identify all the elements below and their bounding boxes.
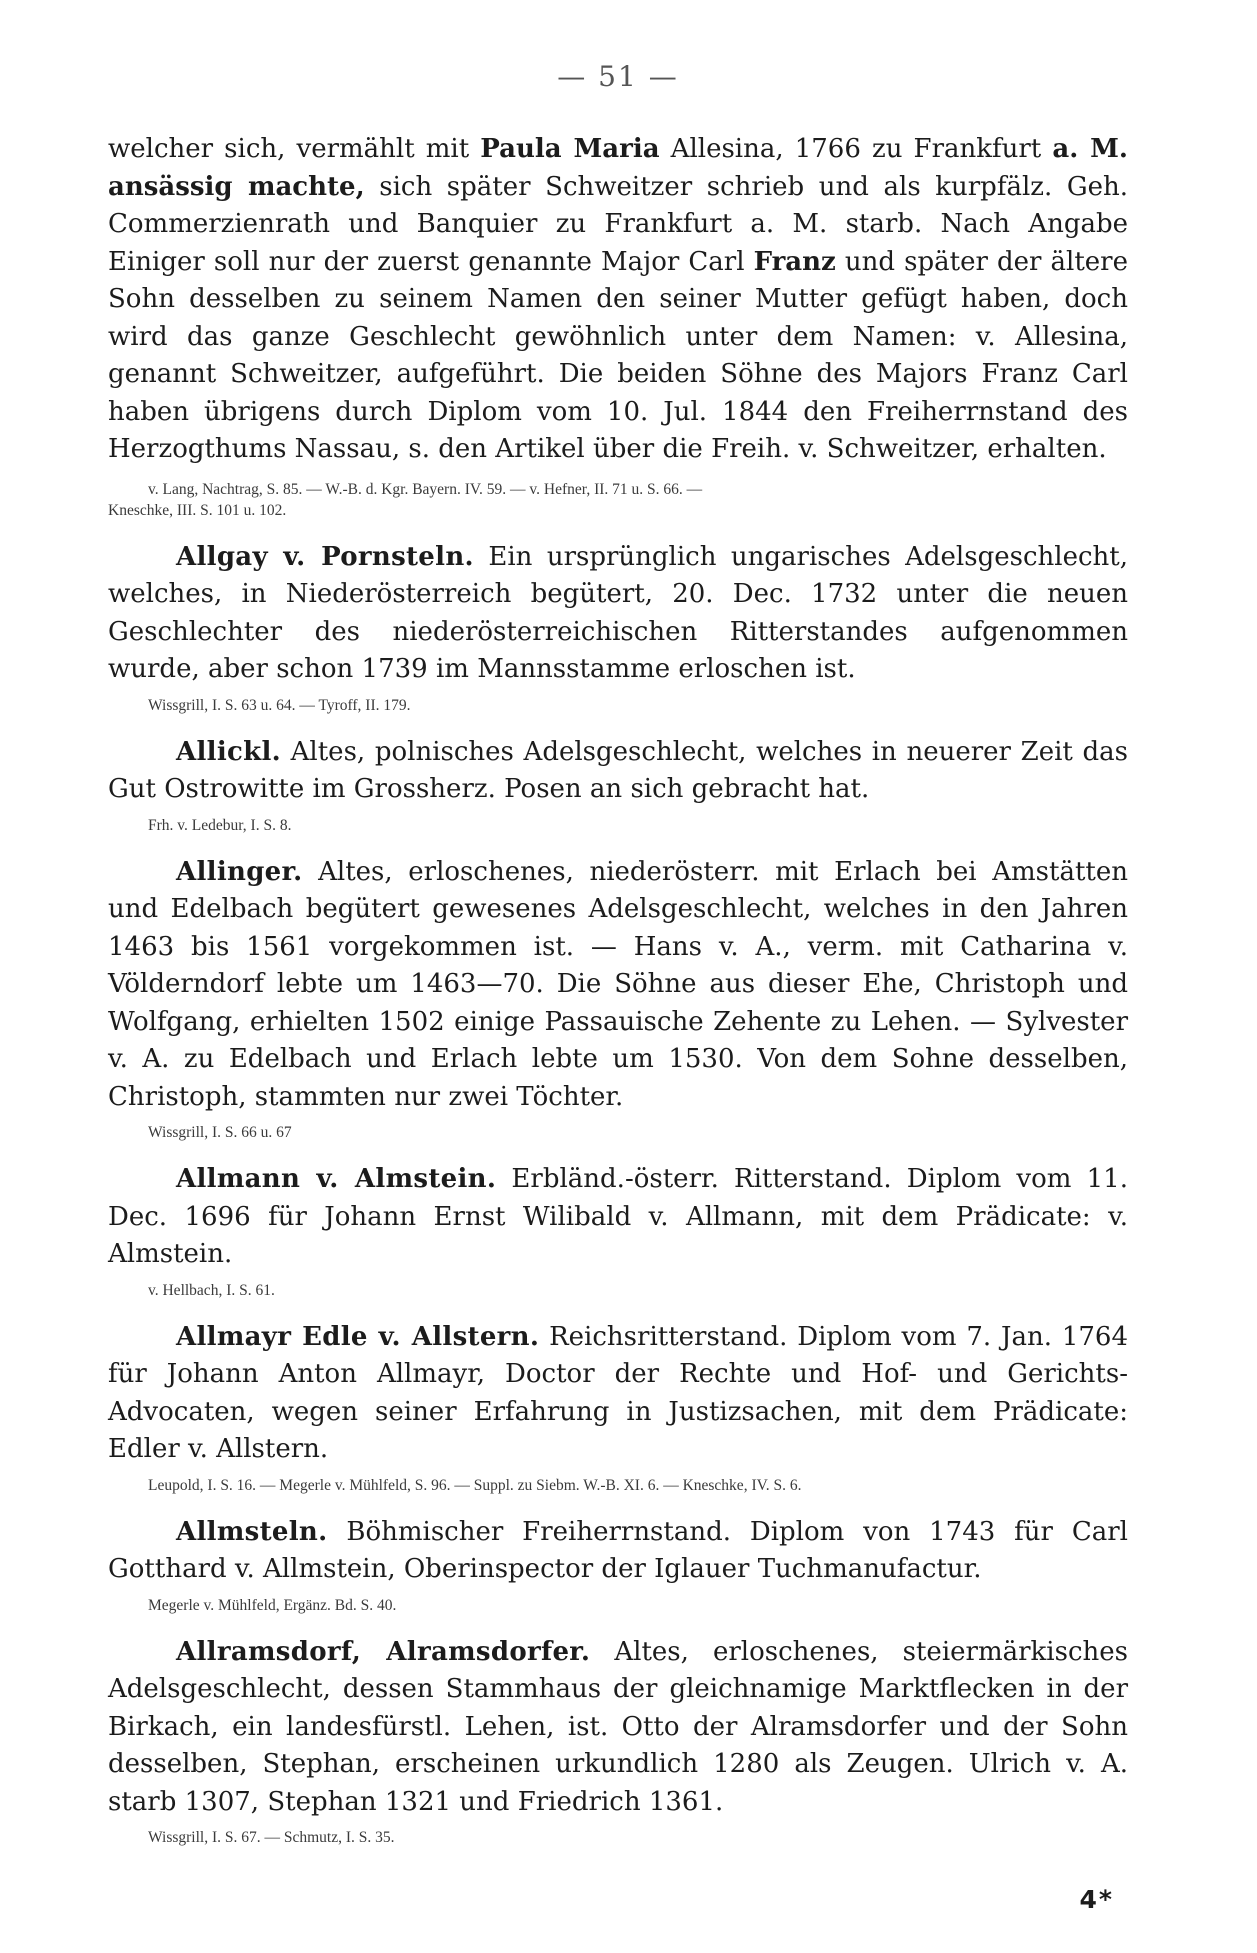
entry-text: Ein ursprünglich ungarisches Adelsgeschlecht, welches, in Niederösterreich begütert, 20. Dec. 1732 unter die neuen Geschlechter des niederösterreichischen Ritterstandes aufgenommen wurde, aber schon 1739 im Mannsstamme erloschen ist. xyxy=(108,541,1128,684)
entry-reference: Megerle v. Mühlfeld, Ergänz. Bd. S. 40. xyxy=(148,1596,397,1614)
entry-text: Reichsritterstand. Diplom vom 7. Jan. 1764 für Johann Anton Allmayr, Doctor der Rechte und Hof- und Gerichts-Advocaten, wegen seiner Erfahrung in Justizsachen, mit dem Prädicate: Edler v. Allstern. xyxy=(108,1321,1128,1464)
entry-allmann xyxy=(108,1161,1128,1274)
entry-text: Altes, polnisches Adelsgeschlecht, welches in neuerer Zeit das Gut Ostrowitte im Grossherz. Posen an sich gebracht hat. xyxy=(108,736,1128,804)
intro-strong-3: Franz xyxy=(753,246,836,277)
entry-text: Altes, erloschenes, steiermärkisches Adelsgeschlecht, dessen Stammhaus der gleichnamige Marktflecken in der Birkach, ein landesfürstl. Lehen, ist. Otto der Alramsdorfer und der Sohn desselben, Stephan, erscheinen urkundlich 1280 als Zeugen. Ulrich v. A. starb 1307, Stephan 1321 und Friedrich 1361. xyxy=(108,1636,1128,1817)
entry-reference: Wissgrill, I. S. 66 u. 67 xyxy=(148,1124,292,1141)
entry-reference: Wissgrill, I. S. 67. — Schmutz, I. S. 35. xyxy=(148,1829,395,1846)
entry-allicki xyxy=(108,734,1128,809)
entry-allramsdorf xyxy=(108,1634,1128,1822)
entry-allinger xyxy=(108,854,1128,1117)
intro-text-4: und später der ältere Sohn desselben zu seinem Namen den seiner Mutter gefügt haben, doch wird das ganze Geschlecht gewöhnlich unter dem Namen: v. Allesina, genannt Schweitzer, aufgeführt. Die beiden Söhne des Majors Franz Carl haben übrigens durch Diplom vom 10. Jul. 1844 den Freiherrnstand des Herzogthums Nassau, s. den Artikel über die Freih. v. Schweitzer, erhalten. xyxy=(108,246,1128,464)
entry-text: Erbländ.-österr. Ritterstand. Diplom vom 11. Dec. 1696 für Johann Ernst Wilibald v. Allmann, mit dem Prädicate: v. Almstein. xyxy=(108,1164,1128,1269)
entry-allgay xyxy=(108,539,1128,689)
entry-heading: Allramsdorf, Alramsdorfer. xyxy=(176,1636,591,1667)
entry-text: Böhmischer Freiherrnstand. Diplom von 1743 für Carl Gotthard v. Allmstein, Oberinspector der Iglauer Tuchmanufactur. xyxy=(108,1516,1128,1584)
entry-heading: Allinger. xyxy=(176,856,303,887)
intro-text-3: sich später Schweitzer schrieb und als kurpfälz. Geh. Commerzienrath und Banquier zu Frankfurt a. M. starb. Nach Angabe Einiger soll nur der zuerst genannte Major Carl xyxy=(108,171,1128,277)
entry-text: Altes, erloschenes, niederösterr. mit Erlach bei Amstätten und Edelbach begütert gewesenes Adelsgeschlecht, welches in den Jahren 1463 bis 1561 vorgekommen ist. — Hans v. A., verm. mit Catharina v. Völderndorf lebte um 1463—70. Die Söhne aus dieser Ehe, Christoph und Wolfgang, erhielten 1502 einige Passauische Zehente zu Lehen. — Sylvester v. A. zu Edelbach und Erlach lebte um 1530. Von dem Sohne desselben, Christoph, stammten nur zwei Töchter. xyxy=(108,856,1128,1112)
entry-heading: Allgay v. Pornsteln. xyxy=(176,541,474,572)
entry-heading: Allmsteln. xyxy=(176,1516,328,1547)
entry-reference: v. Hellbach, I. S. 61. xyxy=(148,1281,275,1299)
intro-reference-line-2: Kneschke, III. S. 101 u. 102. xyxy=(108,501,287,519)
page-number: — 51 — xyxy=(557,60,679,93)
entry-heading: Allmayr Edle v. Allstern. xyxy=(176,1321,540,1352)
intro-reference xyxy=(108,479,1128,521)
intro-text-1: welcher sich, vermählt mit xyxy=(108,134,481,164)
entry-allmstein xyxy=(108,1514,1128,1589)
entry-heading: Allickl. xyxy=(176,736,281,767)
intro-strong-2: a. M. ansässig machte, xyxy=(108,134,1128,202)
entry-heading: Allmann v. Almstein. xyxy=(176,1164,497,1194)
intro-reference-line-1: v. Lang, Nachtrag, S. 85. — W.-B. d. Kgr. Bayern. IV. 59. — v. Hefner, II. 71 u. S. 66. — xyxy=(148,480,703,498)
book-page xyxy=(108,60,1128,1920)
entry-reference: Frh. v. Ledebur, I. S. 8. xyxy=(148,816,292,834)
entry-reference: Wissgrill, I. S. 63 u. 64. — Tyroff, II. 179. xyxy=(148,696,411,714)
intro-text-2: Allesina, 1766 zu Frankfurt xyxy=(659,134,1053,164)
entry-allmayr xyxy=(108,1319,1128,1469)
entry-reference: Leupold, I. S. 16. — Megerle v. Mühlfeld, S. 96. — Suppl. zu Siebm. W.-B. XI. 6. — Kneschke, IV. S. 6. xyxy=(148,1476,802,1494)
intro-name: Paula Maria xyxy=(480,134,660,164)
signature-mark: 4* xyxy=(1079,1885,1114,1914)
intro-paragraph xyxy=(108,131,1128,469)
